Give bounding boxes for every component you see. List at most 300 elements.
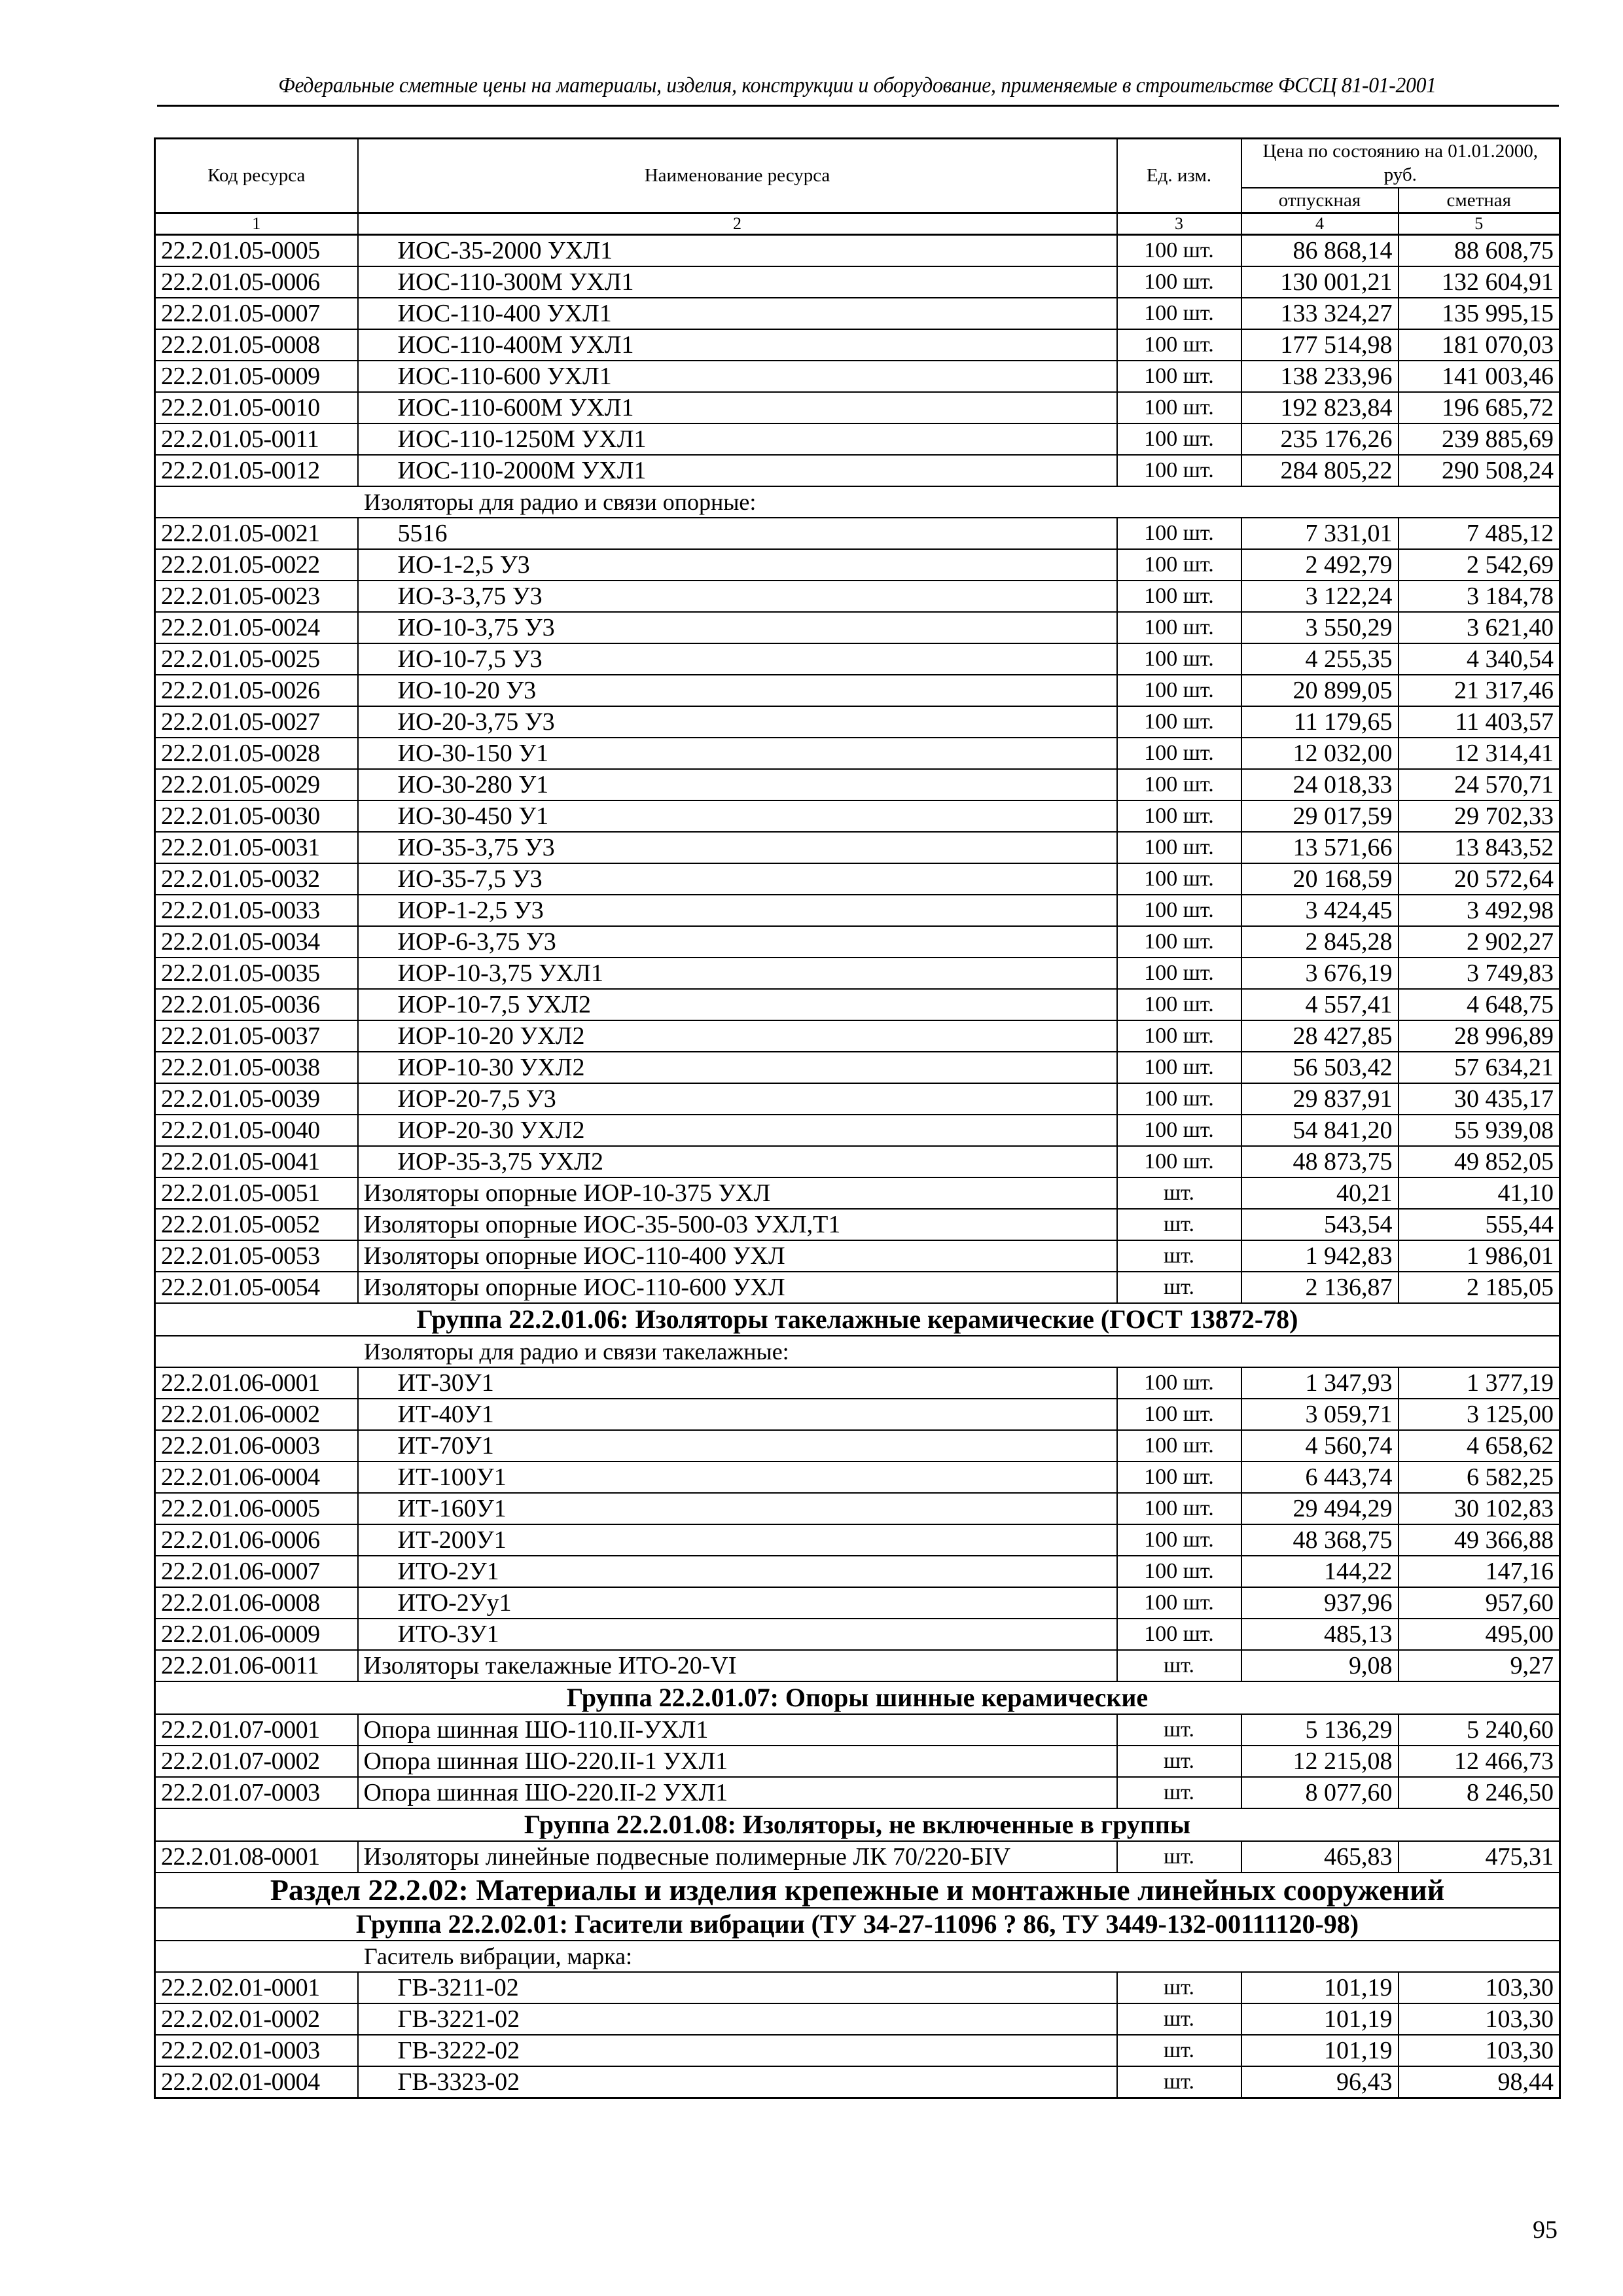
unit-of-measure: шт. (1117, 1714, 1241, 1746)
resource-name: ИТ-200У1 (358, 1524, 1117, 1556)
estimate-price: 20 572,64 (1399, 863, 1560, 895)
estimate-price: 30 102,83 (1399, 1493, 1560, 1524)
estimate-price: 57 634,21 (1399, 1052, 1560, 1083)
estimate-price: 98,44 (1399, 2066, 1560, 2098)
table-row (155, 1209, 1560, 1240)
estimate-price: 8 246,50 (1399, 1777, 1560, 1808)
resource-name: ИТ-30У1 (358, 1367, 1117, 1399)
estimate-price: 3 621,40 (1399, 612, 1560, 643)
resource-name: ИОС-110-300М УХЛ1 (358, 266, 1117, 298)
resource-name: Опора шинная ШО-110.II-УХЛ1 (358, 1714, 1117, 1746)
release-price: 6 443,74 (1241, 1462, 1399, 1493)
release-price: 3 550,29 (1241, 612, 1399, 643)
table-row (155, 392, 1560, 423)
estimate-price: 3 749,83 (1399, 958, 1560, 989)
unit-of-measure: шт. (1117, 2003, 1241, 2035)
unit-of-measure: 100 шт. (1117, 612, 1241, 643)
estimate-price: 181 070,03 (1399, 329, 1560, 361)
release-price: 130 001,21 (1241, 266, 1399, 298)
table-row (155, 1587, 1560, 1619)
resource-name: ИОР-6-3,75 У3 (358, 926, 1117, 958)
estimate-price: 103,30 (1399, 1972, 1560, 2003)
resource-code: 22.2.01.05-0010 (155, 392, 358, 423)
table-row (155, 298, 1560, 329)
unit-of-measure: 100 шт. (1117, 738, 1241, 769)
release-price: 86 868,14 (1241, 234, 1399, 266)
table-row (155, 1052, 1560, 1083)
release-price: 101,19 (1241, 2035, 1399, 2066)
table-row (155, 1115, 1560, 1146)
unit-of-measure: 100 шт. (1117, 1556, 1241, 1587)
resource-code: 22.2.01.05-0026 (155, 675, 358, 706)
estimate-price: 957,60 (1399, 1587, 1560, 1619)
header-row (155, 139, 1560, 188)
table-row (155, 1367, 1560, 1399)
table-row (155, 423, 1560, 455)
unit-of-measure: 100 шт. (1117, 958, 1241, 989)
unit-of-measure: 100 шт. (1117, 361, 1241, 392)
resource-code: 22.2.01.05-0008 (155, 329, 358, 361)
unit-of-measure: шт. (1117, 1650, 1241, 1681)
release-price: 40,21 (1241, 1177, 1399, 1209)
table-body (155, 234, 1560, 2098)
release-price: 2 136,87 (1241, 1272, 1399, 1303)
unit-of-measure: 100 шт. (1117, 800, 1241, 832)
subheading-row (155, 1941, 1560, 1972)
resource-name: ИО-20-3,75 У3 (358, 706, 1117, 738)
resource-name: ИТ-100У1 (358, 1462, 1117, 1493)
resource-code: 22.2.02.01-0003 (155, 2035, 358, 2066)
release-price: 4 255,35 (1241, 643, 1399, 675)
estimate-price: 290 508,24 (1399, 455, 1560, 486)
release-price: 133 324,27 (1241, 298, 1399, 329)
estimate-price: 2 542,69 (1399, 549, 1560, 581)
resource-name: ИТО-2Уу1 (358, 1587, 1117, 1619)
table-row (155, 895, 1560, 926)
resource-code: 22.2.01.06-0011 (155, 1650, 358, 1681)
group-heading-row (155, 1908, 1560, 1941)
unit-of-measure: 100 шт. (1117, 675, 1241, 706)
unit-of-measure: 100 шт. (1117, 581, 1241, 612)
table-row (155, 549, 1560, 581)
unit-of-measure: 100 шт. (1117, 234, 1241, 266)
unit-of-measure: 100 шт. (1117, 518, 1241, 549)
unit-of-measure: 100 шт. (1117, 1052, 1241, 1083)
resource-name: ИТО-2У1 (358, 1556, 1117, 1587)
resource-code: 22.2.01.05-0037 (155, 1020, 358, 1052)
estimate-price: 1 986,01 (1399, 1240, 1560, 1272)
column-header-unit: Ед. изм. (1117, 139, 1241, 213)
unit-of-measure: 100 шт. (1117, 455, 1241, 486)
page-number: 95 (1533, 2216, 1558, 2244)
release-price: 29 494,29 (1241, 1493, 1399, 1524)
unit-of-measure: 100 шт. (1117, 989, 1241, 1020)
resource-name: ИТО-3У1 (358, 1619, 1117, 1650)
release-price: 29 837,91 (1241, 1083, 1399, 1115)
table-row (155, 1972, 1560, 2003)
table-row (155, 1650, 1560, 1681)
table-row (155, 1746, 1560, 1777)
table-row (155, 738, 1560, 769)
resource-name: ИОР-10-30 УХЛ2 (358, 1052, 1117, 1083)
release-price: 3 059,71 (1241, 1399, 1399, 1430)
table-row (155, 1083, 1560, 1115)
table-row (155, 1240, 1560, 1272)
resource-code: 22.2.01.05-0024 (155, 612, 358, 643)
estimate-price: 12 466,73 (1399, 1746, 1560, 1777)
unit-of-measure: 100 шт. (1117, 1462, 1241, 1493)
table-row (155, 518, 1560, 549)
table-row (155, 581, 1560, 612)
resource-name: ИО-30-280 У1 (358, 769, 1117, 800)
resource-code: 22.2.01.05-0041 (155, 1146, 358, 1177)
release-price: 284 805,22 (1241, 455, 1399, 486)
resource-code: 22.2.01.05-0022 (155, 549, 358, 581)
table-row (155, 266, 1560, 298)
resource-code: 22.2.01.06-0008 (155, 1587, 358, 1619)
resource-code: 22.2.01.05-0025 (155, 643, 358, 675)
group-title: Группа 22.2.02.01: Гасители вибрации (ТУ 34-27-11096 ? 86, ТУ 3449-132-00111120-98) (155, 1908, 1560, 1941)
resource-name: ИОР-35-3,75 УХЛ2 (358, 1146, 1117, 1177)
release-price: 54 841,20 (1241, 1115, 1399, 1146)
unit-of-measure: 100 шт. (1117, 1493, 1241, 1524)
subheading-text: Изоляторы для радио и связи опорные: (155, 486, 1560, 518)
unit-of-measure: шт. (1117, 1240, 1241, 1272)
resource-name: Изоляторы такелажные ИТО-20-VI (358, 1650, 1117, 1681)
release-price: 11 179,65 (1241, 706, 1399, 738)
resource-code: 22.2.01.05-0012 (155, 455, 358, 486)
release-price: 12 215,08 (1241, 1746, 1399, 1777)
unit-of-measure: шт. (1117, 2066, 1241, 2098)
table-row (155, 1272, 1560, 1303)
release-price: 144,22 (1241, 1556, 1399, 1587)
unit-of-measure: 100 шт. (1117, 392, 1241, 423)
table-row (155, 1619, 1560, 1650)
unit-of-measure: 100 шт. (1117, 423, 1241, 455)
resource-code: 22.2.01.05-0011 (155, 423, 358, 455)
table-row (155, 800, 1560, 832)
resource-code: 22.2.01.05-0054 (155, 1272, 358, 1303)
resource-code: 22.2.01.05-0007 (155, 298, 358, 329)
release-price: 8 077,60 (1241, 1777, 1399, 1808)
unit-of-measure: 100 шт. (1117, 1083, 1241, 1115)
table-row (155, 706, 1560, 738)
resource-code: 22.2.01.06-0003 (155, 1430, 358, 1462)
resource-code: 22.2.01.07-0003 (155, 1777, 358, 1808)
release-price: 543,54 (1241, 1209, 1399, 1240)
resource-name: ИТ-40У1 (358, 1399, 1117, 1430)
table-row (155, 2035, 1560, 2066)
estimate-price: 147,16 (1399, 1556, 1560, 1587)
subheading-text: Изоляторы для радио и связи такелажные: (155, 1336, 1560, 1367)
release-price: 20 168,59 (1241, 863, 1399, 895)
resource-code: 22.2.02.01-0002 (155, 2003, 358, 2035)
resource-code: 22.2.01.06-0005 (155, 1493, 358, 1524)
release-price: 1 347,93 (1241, 1367, 1399, 1399)
table-row (155, 329, 1560, 361)
unit-of-measure: 100 шт. (1117, 1115, 1241, 1146)
column-number: 3 (1117, 213, 1241, 234)
resource-name: Изоляторы опорные ИОС-35-500-03 УХЛ,Т1 (358, 1209, 1117, 1240)
section-title: Раздел 22.2.02: Материалы и изделия крепежные и монтажные линейных сооружений (155, 1873, 1560, 1908)
estimate-price: 141 003,46 (1399, 361, 1560, 392)
table-row (155, 1524, 1560, 1556)
column-header-price-group: Цена по состоянию на 01.01.2000, руб. (1241, 139, 1560, 188)
estimate-price: 3 125,00 (1399, 1399, 1560, 1430)
unit-of-measure: 100 шт. (1117, 863, 1241, 895)
unit-of-measure: 100 шт. (1117, 1020, 1241, 1052)
release-price: 177 514,98 (1241, 329, 1399, 361)
estimate-price: 135 995,15 (1399, 298, 1560, 329)
unit-of-measure: 100 шт. (1117, 1524, 1241, 1556)
section-heading-row (155, 1873, 1560, 1908)
estimate-price: 29 702,33 (1399, 800, 1560, 832)
resource-name: Опора шинная ШО-220.II-2 УХЛ1 (358, 1777, 1117, 1808)
resource-code: 22.2.01.06-0009 (155, 1619, 358, 1650)
resource-name: Изоляторы опорные ИОС-110-600 УХЛ (358, 1272, 1117, 1303)
table-row (155, 643, 1560, 675)
column-number: 2 (358, 213, 1117, 234)
estimate-price: 2 902,27 (1399, 926, 1560, 958)
table-row (155, 1462, 1560, 1493)
estimate-price: 4 340,54 (1399, 643, 1560, 675)
estimate-price: 5 240,60 (1399, 1714, 1560, 1746)
resource-code: 22.2.01.05-0053 (155, 1240, 358, 1272)
resource-code: 22.2.01.05-0051 (155, 1177, 358, 1209)
release-price: 1 942,83 (1241, 1240, 1399, 1272)
resource-code: 22.2.01.05-0052 (155, 1209, 358, 1240)
group-title: Группа 22.2.01.07: Опоры шинные керамические (155, 1681, 1560, 1714)
estimate-price: 3 184,78 (1399, 581, 1560, 612)
release-price: 485,13 (1241, 1619, 1399, 1650)
column-number: 1 (155, 213, 358, 234)
release-price: 2 845,28 (1241, 926, 1399, 958)
resource-code: 22.2.01.05-0021 (155, 518, 358, 549)
release-price: 7 331,01 (1241, 518, 1399, 549)
resource-code: 22.2.01.05-0036 (155, 989, 358, 1020)
estimate-price: 4 658,62 (1399, 1430, 1560, 1462)
resource-name: Изоляторы опорные ИОС-110-400 УХЛ (358, 1240, 1117, 1272)
resource-name: ИО-3-3,75 У3 (358, 581, 1117, 612)
resource-name: ИОС-110-400М УХЛ1 (358, 329, 1117, 361)
release-price: 13 571,66 (1241, 832, 1399, 863)
unit-of-measure: шт. (1117, 1209, 1241, 1240)
estimate-price: 11 403,57 (1399, 706, 1560, 738)
unit-of-measure: шт. (1117, 1746, 1241, 1777)
unit-of-measure: 100 шт. (1117, 329, 1241, 361)
subheading-row (155, 486, 1560, 518)
release-price: 465,83 (1241, 1841, 1399, 1873)
table-row (155, 675, 1560, 706)
estimate-price: 24 570,71 (1399, 769, 1560, 800)
resource-code: 22.2.01.05-0030 (155, 800, 358, 832)
estimate-price: 132 604,91 (1399, 266, 1560, 298)
resource-name: ИОР-20-7,5 У3 (358, 1083, 1117, 1115)
estimate-price: 12 314,41 (1399, 738, 1560, 769)
release-price: 138 233,96 (1241, 361, 1399, 392)
table-row (155, 1146, 1560, 1177)
resource-code: 22.2.01.05-0032 (155, 863, 358, 895)
table-row (155, 2003, 1560, 2035)
resource-name: ГВ-3323-02 (358, 2066, 1117, 2098)
subheading-text: Гаситель вибрации, марка: (155, 1941, 1560, 1972)
resource-code: 22.2.01.08-0001 (155, 1841, 358, 1873)
release-price: 937,96 (1241, 1587, 1399, 1619)
resource-name: ИО-35-7,5 У3 (358, 863, 1117, 895)
estimate-price: 103,30 (1399, 2035, 1560, 2066)
unit-of-measure: 100 шт. (1117, 643, 1241, 675)
unit-of-measure: 100 шт. (1117, 298, 1241, 329)
release-price: 3 424,45 (1241, 895, 1399, 926)
unit-of-measure: 100 шт. (1117, 1587, 1241, 1619)
resource-code: 22.2.01.06-0006 (155, 1524, 358, 1556)
subheading-row (155, 1336, 1560, 1367)
release-price: 48 873,75 (1241, 1146, 1399, 1177)
resource-name: ИО-10-7,5 У3 (358, 643, 1117, 675)
release-price: 5 136,29 (1241, 1714, 1399, 1746)
unit-of-measure: 100 шт. (1117, 1430, 1241, 1462)
table-row (155, 1430, 1560, 1462)
unit-of-measure: 100 шт. (1117, 926, 1241, 958)
resource-name: ИОС-35-2000 УХЛ1 (358, 234, 1117, 266)
resource-code: 22.2.01.05-0040 (155, 1115, 358, 1146)
resource-code: 22.2.01.05-0029 (155, 769, 358, 800)
table-row (155, 769, 1560, 800)
unit-of-measure: шт. (1117, 1272, 1241, 1303)
column-header-release-price: отпускная (1241, 188, 1399, 213)
group-heading-row (155, 1808, 1560, 1841)
estimate-price: 4 648,75 (1399, 989, 1560, 1020)
release-price: 96,43 (1241, 2066, 1399, 2098)
estimate-price: 13 843,52 (1399, 832, 1560, 863)
release-price: 235 176,26 (1241, 423, 1399, 455)
table-row (155, 958, 1560, 989)
estimate-price: 103,30 (1399, 2003, 1560, 2035)
unit-of-measure: шт. (1117, 1841, 1241, 1873)
resource-code: 22.2.01.05-0028 (155, 738, 358, 769)
resource-code: 22.2.01.07-0002 (155, 1746, 358, 1777)
table-row (155, 1841, 1560, 1873)
resource-code: 22.2.01.05-0027 (155, 706, 358, 738)
table-row (155, 1777, 1560, 1808)
unit-of-measure: 100 шт. (1117, 1367, 1241, 1399)
resource-name: ИОС-110-400 УХЛ1 (358, 298, 1117, 329)
unit-of-measure: 100 шт. (1117, 1619, 1241, 1650)
table-row (155, 989, 1560, 1020)
column-number-row (155, 213, 1560, 234)
release-price: 3 122,24 (1241, 581, 1399, 612)
group-title: Группа 22.2.01.06: Изоляторы такелажные керамические (ГОСТ 13872-78) (155, 1303, 1560, 1336)
table-row (155, 234, 1560, 266)
group-title: Группа 22.2.01.08: Изоляторы, не включенные в группы (155, 1808, 1560, 1841)
table-row (155, 1714, 1560, 1746)
resource-name: Изоляторы линейные подвесные полимерные ЛК 70/220-БIV (358, 1841, 1117, 1873)
release-price: 2 492,79 (1241, 549, 1399, 581)
group-heading-row (155, 1303, 1560, 1336)
unit-of-measure: шт. (1117, 1177, 1241, 1209)
resource-name: ГВ-3222-02 (358, 2035, 1117, 2066)
resource-code: 22.2.01.05-0039 (155, 1083, 358, 1115)
header-rule (157, 105, 1559, 107)
price-table (154, 137, 1561, 2099)
release-price: 192 823,84 (1241, 392, 1399, 423)
resource-code: 22.2.01.06-0004 (155, 1462, 358, 1493)
release-price: 56 503,42 (1241, 1052, 1399, 1083)
resource-code: 22.2.01.05-0009 (155, 361, 358, 392)
estimate-price: 9,27 (1399, 1650, 1560, 1681)
unit-of-measure: 100 шт. (1117, 1399, 1241, 1430)
resource-code: 22.2.01.05-0035 (155, 958, 358, 989)
table-row (155, 832, 1560, 863)
table-row (155, 361, 1560, 392)
unit-of-measure: 100 шт. (1117, 549, 1241, 581)
resource-name: ГВ-3221-02 (358, 2003, 1117, 2035)
release-price: 48 368,75 (1241, 1524, 1399, 1556)
resource-name: ИОР-1-2,5 У3 (358, 895, 1117, 926)
resource-name: ИОС-110-1250М УХЛ1 (358, 423, 1117, 455)
unit-of-measure: 100 шт. (1117, 895, 1241, 926)
column-number: 5 (1399, 213, 1560, 234)
table-row (155, 1020, 1560, 1052)
estimate-price: 3 492,98 (1399, 895, 1560, 926)
estimate-price: 28 996,89 (1399, 1020, 1560, 1052)
unit-of-measure: шт. (1117, 1972, 1241, 2003)
release-price: 9,08 (1241, 1650, 1399, 1681)
resource-name: ИТ-160У1 (358, 1493, 1117, 1524)
column-header-code: Код ресурса (155, 139, 358, 213)
estimate-price: 196 685,72 (1399, 392, 1560, 423)
resource-name: ИОР-10-20 УХЛ2 (358, 1020, 1117, 1052)
resource-name: ИО-10-20 У3 (358, 675, 1117, 706)
resource-name: ИОР-10-3,75 УХЛ1 (358, 958, 1117, 989)
estimate-price: 49 852,05 (1399, 1146, 1560, 1177)
resource-code: 22.2.01.05-0038 (155, 1052, 358, 1083)
estimate-price: 7 485,12 (1399, 518, 1560, 549)
unit-of-measure: 100 шт. (1117, 769, 1241, 800)
table-row (155, 1493, 1560, 1524)
unit-of-measure: шт. (1117, 1777, 1241, 1808)
estimate-price: 475,31 (1399, 1841, 1560, 1873)
release-price: 20 899,05 (1241, 675, 1399, 706)
estimate-price: 55 939,08 (1399, 1115, 1560, 1146)
resource-name: 5516 (358, 518, 1117, 549)
estimate-price: 6 582,25 (1399, 1462, 1560, 1493)
resource-code: 22.2.01.07-0001 (155, 1714, 358, 1746)
column-number: 4 (1241, 213, 1399, 234)
resource-name: ИОР-20-30 УХЛ2 (358, 1115, 1117, 1146)
resource-name: ГВ-3211-02 (358, 1972, 1117, 2003)
resource-name: ИТ-70У1 (358, 1430, 1117, 1462)
table-row (155, 1177, 1560, 1209)
estimate-price: 41,10 (1399, 1177, 1560, 1209)
resource-code: 22.2.01.06-0007 (155, 1556, 358, 1587)
resource-name: ИО-35-3,75 У3 (358, 832, 1117, 863)
resource-name: ИОС-110-600 УХЛ1 (358, 361, 1117, 392)
estimate-price: 88 608,75 (1399, 234, 1560, 266)
release-price: 3 676,19 (1241, 958, 1399, 989)
estimate-price: 2 185,05 (1399, 1272, 1560, 1303)
release-price: 4 560,74 (1241, 1430, 1399, 1462)
unit-of-measure: 100 шт. (1117, 832, 1241, 863)
table-row (155, 2066, 1560, 2098)
estimate-price: 555,44 (1399, 1209, 1560, 1240)
column-header-name: Наименование ресурса (358, 139, 1117, 213)
resource-code: 22.2.01.05-0031 (155, 832, 358, 863)
resource-name: Опора шинная ШО-220.II-1 УХЛ1 (358, 1746, 1117, 1777)
resource-name: Изоляторы опорные ИОР-10-375 УХЛ (358, 1177, 1117, 1209)
group-heading-row (155, 1681, 1560, 1714)
unit-of-measure: 100 шт. (1117, 706, 1241, 738)
